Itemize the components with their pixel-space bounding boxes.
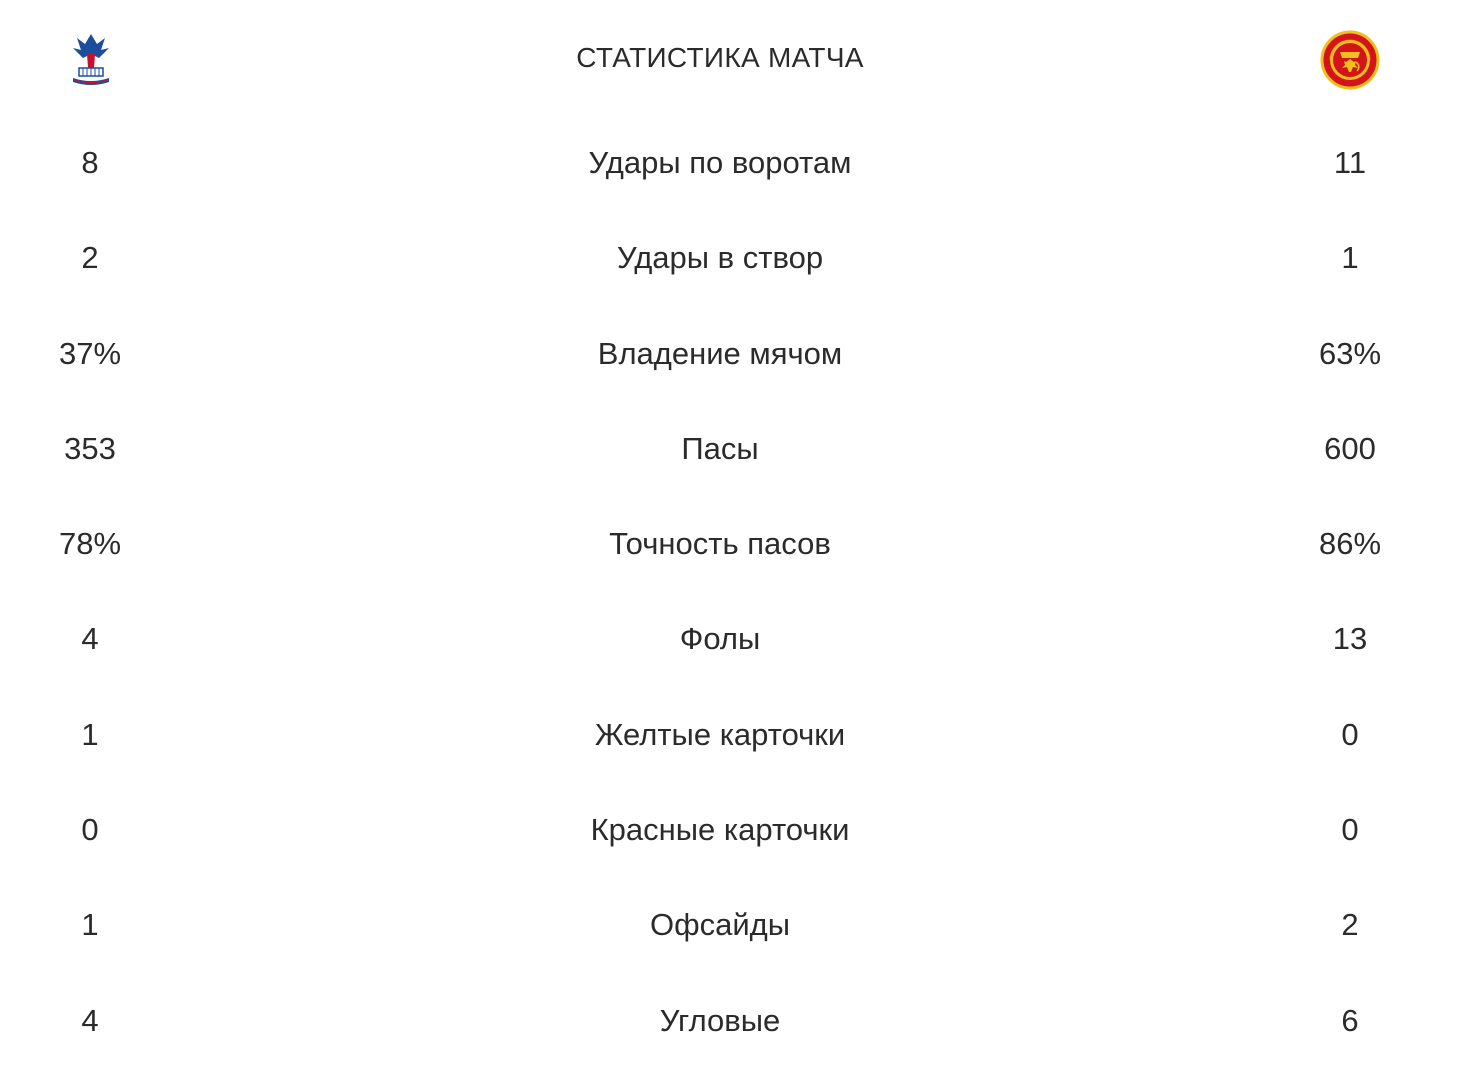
stat-label: Владение мячом bbox=[597, 335, 843, 371]
stats-table bbox=[0, 115, 1460, 1068]
stat-row-red-cards bbox=[0, 782, 1460, 877]
crystal-palace-eagle-crest-icon bbox=[59, 28, 123, 92]
match-stats-header bbox=[0, 20, 1460, 100]
stat-label: Пасы bbox=[681, 430, 759, 466]
stat-label: Угловые bbox=[659, 1002, 781, 1038]
home-value: 8 bbox=[81, 145, 99, 180]
stat-row-pass-accuracy bbox=[0, 496, 1460, 591]
away-value: 1 bbox=[1341, 240, 1359, 276]
home-value: 1 bbox=[81, 716, 99, 752]
stat-row-shots bbox=[0, 115, 1460, 210]
stat-row-shots-on-target bbox=[0, 210, 1460, 305]
stat-label: Красные карточки bbox=[590, 812, 850, 848]
home-value: 1 bbox=[81, 907, 99, 943]
stat-row-yellow-cards bbox=[0, 687, 1460, 782]
stat-row-offsides bbox=[0, 877, 1460, 972]
away-value: 0 bbox=[1341, 716, 1359, 752]
away-value: 86% bbox=[1318, 526, 1382, 562]
away-value: 11 bbox=[1333, 145, 1367, 180]
stat-label: Желтые карточки bbox=[594, 716, 846, 752]
away-value: 6 bbox=[1341, 1002, 1359, 1038]
away-value: 0 bbox=[1341, 812, 1359, 848]
stat-row-passes bbox=[0, 401, 1460, 496]
away-value: 600 bbox=[1324, 430, 1376, 466]
home-value: 4 bbox=[81, 621, 99, 657]
stat-label: Фолы bbox=[679, 621, 761, 657]
stat-label: Удары в створ bbox=[616, 240, 824, 276]
stat-row-fouls bbox=[0, 591, 1460, 686]
away-value: 63% bbox=[1318, 335, 1382, 371]
stat-label: Точность пасов bbox=[609, 526, 831, 562]
stat-row-possession bbox=[0, 306, 1460, 401]
stat-row-corners bbox=[0, 973, 1460, 1068]
stat-label: Офсайды bbox=[649, 907, 791, 943]
home-value: 2 bbox=[81, 240, 99, 276]
away-value: 2 bbox=[1341, 907, 1359, 943]
manchester-united-devil-crest-icon bbox=[1318, 28, 1382, 92]
home-value: 353 bbox=[64, 430, 116, 466]
home-value: 4 bbox=[81, 1002, 99, 1038]
away-value: 13 bbox=[1332, 621, 1368, 657]
home-value: 0 bbox=[81, 812, 99, 848]
home-value: 78% bbox=[58, 526, 122, 562]
stat-label: Удары по воротам bbox=[588, 145, 852, 180]
page-title: СТАТИСТИКА МАТЧА bbox=[576, 42, 864, 73]
home-value: 37% bbox=[58, 335, 122, 371]
